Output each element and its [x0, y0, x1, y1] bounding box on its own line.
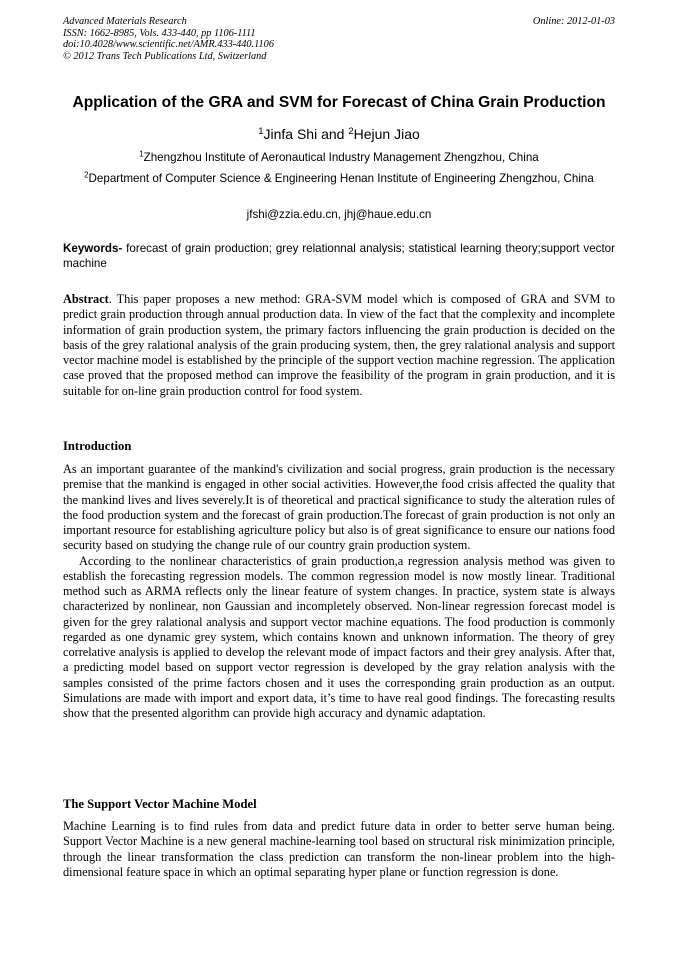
author-emails: jfshi@zzia.edu.cn, jhj@haue.edu.cn	[246, 208, 432, 221]
abstract-text: . This paper proposes a new method: GRA-SVM model which is composed of GRA and SVM to predict grain production through annual production data. In view of the fact that the complexity and incomplete information of grain production system, the primary factors influencing the grain production is decided on the basis of the grey ralational analysis of the grain producing system, then, the grey ralational analysis and support vector machine model is established by the principle of the support vection machine regression. The application case proved that the proposed method can improve the feasibility of the program in grain production, and it is suitable for on-line grain production control for food system.	[63, 292, 615, 398]
author-2-name: Hejun Jiao	[353, 126, 420, 142]
author-2-superscript: 2	[348, 125, 354, 137]
introduction-body	[63, 462, 615, 721]
online-date: Online: 2012-01-03	[532, 16, 615, 27]
affiliation-2-superscript: 2	[84, 170, 89, 180]
keywords	[63, 241, 615, 271]
introduction-heading: Introduction	[63, 439, 132, 453]
affiliation-1-superscript: 1	[139, 149, 144, 159]
affiliation-1	[63, 150, 615, 165]
svm-section-heading: The Support Vector Machine Model	[63, 797, 257, 811]
affiliation-2	[63, 171, 615, 186]
introduction-paragraph-2: According to the nonlinear characteristics of grain production,a regression analysis method was given to establish the forecasting regression models. The common regression model is now mostly linear. Traditional method such as ARMA reflects only the linear feature of system changes. In practice, system state is always characterized by nonlinear, non Gaussian and incompletely observed. Non-linear regression forecast model is given for the grey ralational analysis and support vector machine equations. The food production is commonly regarded as one dynamic grey system, which contains known and unknown information. The theory of grey correlative analysis is applied to develop the relevant mode of impact factors and their grey analysis. After that, a predicting model based on support vector regression is developed by the gray relation analysis with the samples consisted of the prime factors chosen and it uses the corresponding grain production as an output. Simulations are made with import and export data, it’s time to have real good findings. The forecasting results show that the presented algorithm can provide high accuracy and dynamic adaptation.	[63, 553, 615, 720]
keywords-text: forecast of grain production; grey relationnal analysis; statistical learning theory;support vector machine	[63, 242, 615, 270]
affiliation-1-text: Zhengzhou Institute of Aeronautical Industry Management Zhengzhou, China	[143, 151, 539, 164]
author-1-name: Jinfa Shi	[263, 126, 318, 142]
abstract	[63, 292, 615, 399]
affiliation-2-text: Department of Computer Science & Engineering Henan Institute of Engineering Zhengzhou, China	[88, 172, 594, 185]
issn-line: ISSN: 1662-8985, Vols. 433-440, pp 1106-1111	[63, 27, 256, 39]
keywords-label: Keywords-	[63, 242, 123, 255]
svm-section-paragraph: Machine Learning is to find rules from data and predict future data in order to better serve human being. Support Vector Machine is a new general machine-learning tool based on structural risk minimization principle, through the linear transformation the class prediction can transform the non-linear problem into the high-dimensional feature space in which an optimal separating hyper plane or function regression is done.	[63, 819, 615, 879]
author-line	[40, 124, 638, 144]
introduction-paragraph-1: As an important guarantee of the mankind's civilization and social progress, grain production is the necessary premise that the mankind is engaged in other social activities. However,the food crisis affected the quality that the mankind lives and lives severely.It is of theoretical and practical significance to study the alteration rules of the food production system and the forecast of grain production.The forecast of grain production is not only an important resource for establishing agriculture policy but also is of great significance to ensure our nations food security based on studying the change rule of our country grain production system.	[63, 462, 615, 553]
doi-line: doi:10.4028/www.scientific.net/AMR.433-440.1106	[63, 39, 274, 50]
copyright-line: © 2012 Trans Tech Publications Ltd, Switzerland	[63, 50, 267, 62]
journal-header	[63, 16, 615, 62]
author-1-superscript: 1	[258, 125, 264, 137]
journal-name: Advanced Materials Research	[63, 16, 187, 27]
author-and: and	[317, 126, 349, 142]
paper-title: Application of the GRA and SVM for Forecast of China Grain Production	[72, 94, 606, 111]
abstract-label: Abstract	[63, 292, 109, 306]
